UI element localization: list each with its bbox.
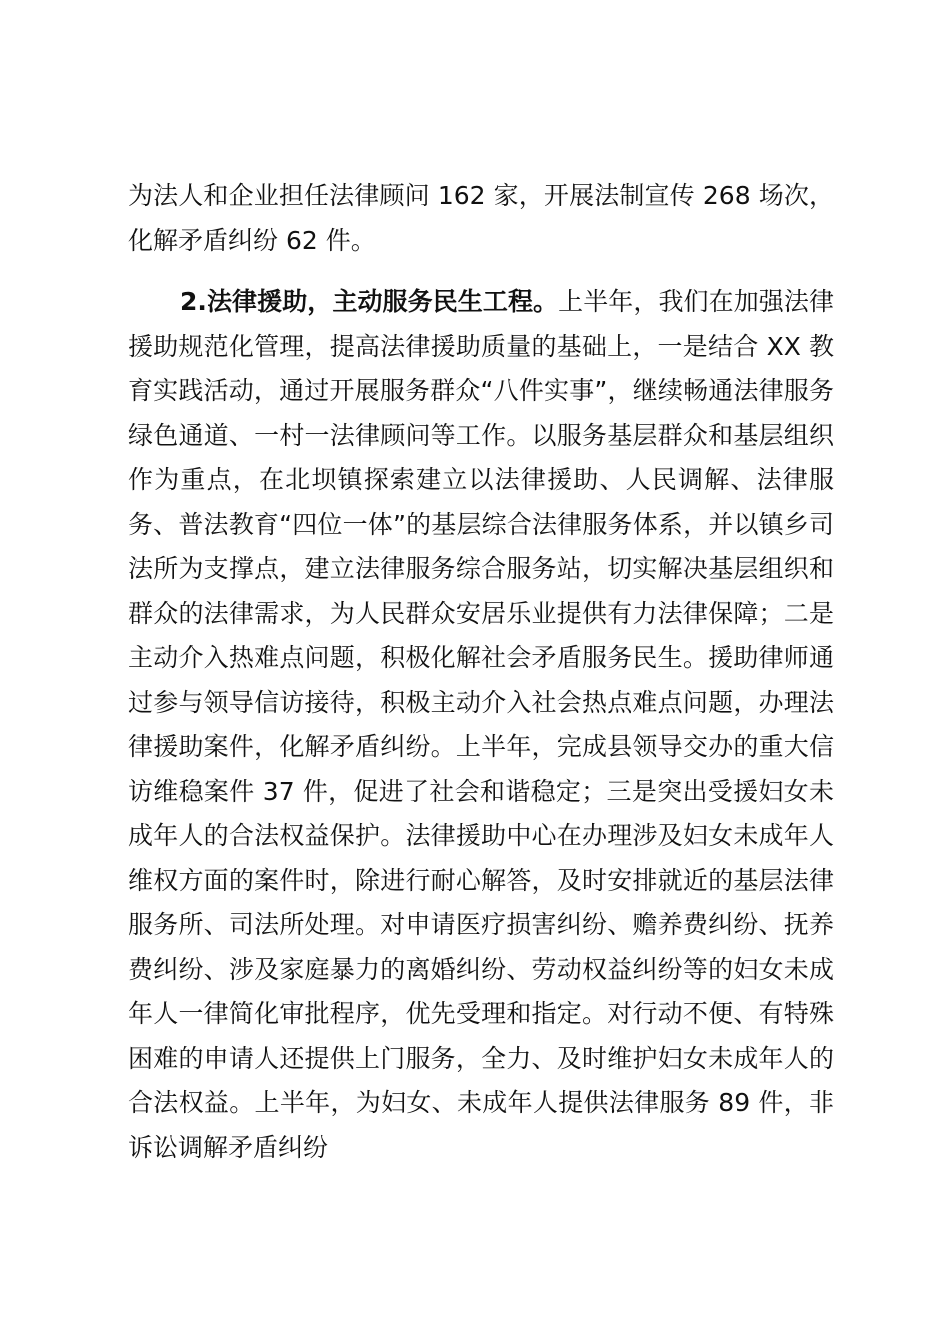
- paragraph-legal-counsel-summary: [128, 174, 834, 263]
- paragraph-text: 为法人和企业担任法律顾问 162 家，开展法制宣传 268 场次，化解矛盾纠纷 62 件。: [128, 181, 834, 255]
- legal-aid-paragraph: [128, 280, 834, 1170]
- section-heading: 2.法律援助，主动服务民生工程。: [180, 287, 559, 316]
- paragraph-legal-aid: [128, 280, 834, 1170]
- section-body: 上半年，我们在加强法律援助规范化管理，提高法律援助质量的基础上，一是结合 XX 教育实践活动，通过开展服务群众“八件实事”，继续畅通法律服务绿色通道、一村一法律顾问等工作。以服务基层群众和基层组织作为重点，在北坝镇探索建立以法律援助、人民调解、法律服务、普法教育“四位一体”的基层综合法律服务体系，并以镇乡司法所为支撑点，建立法律服务综合服务站，切实解决基层组织和群众的法律需求，为人民群众安居乐业提供有力法律保障；二是主动介入热难点问题，积极化解社会矛盾服务民生。援助律师通过参与领导信访接待，积极主动介入社会热点难点问题，办理法律援助案件，化解矛盾纠纷。上半年，完成县领导交办的重大信访维稳案件 37 件，促进了社会和谐稳定；三是突出受援妇女未成年人的合法权益保护。法律援助中心在办理涉及妇女未成年人维权方面的案件时，除进行耐心解答，及时安排就近的基层法律服务所、司法所处理。对申请医疗损害纠纷、赡养费纠纷、抚养费纠纷、涉及家庭暴力的离婚纠纷、劳动权益纠纷等的妇女未成年人一律简化审批程序，优先受理和指定。对行动不便、有特殊困难的申请人还提供上门服务，全力、及时维护妇女未成年人的合法权益。上半年，为妇女、未成年人提供法律服务 89 件，非诉讼调解矛盾纠纷: [128, 287, 834, 1162]
